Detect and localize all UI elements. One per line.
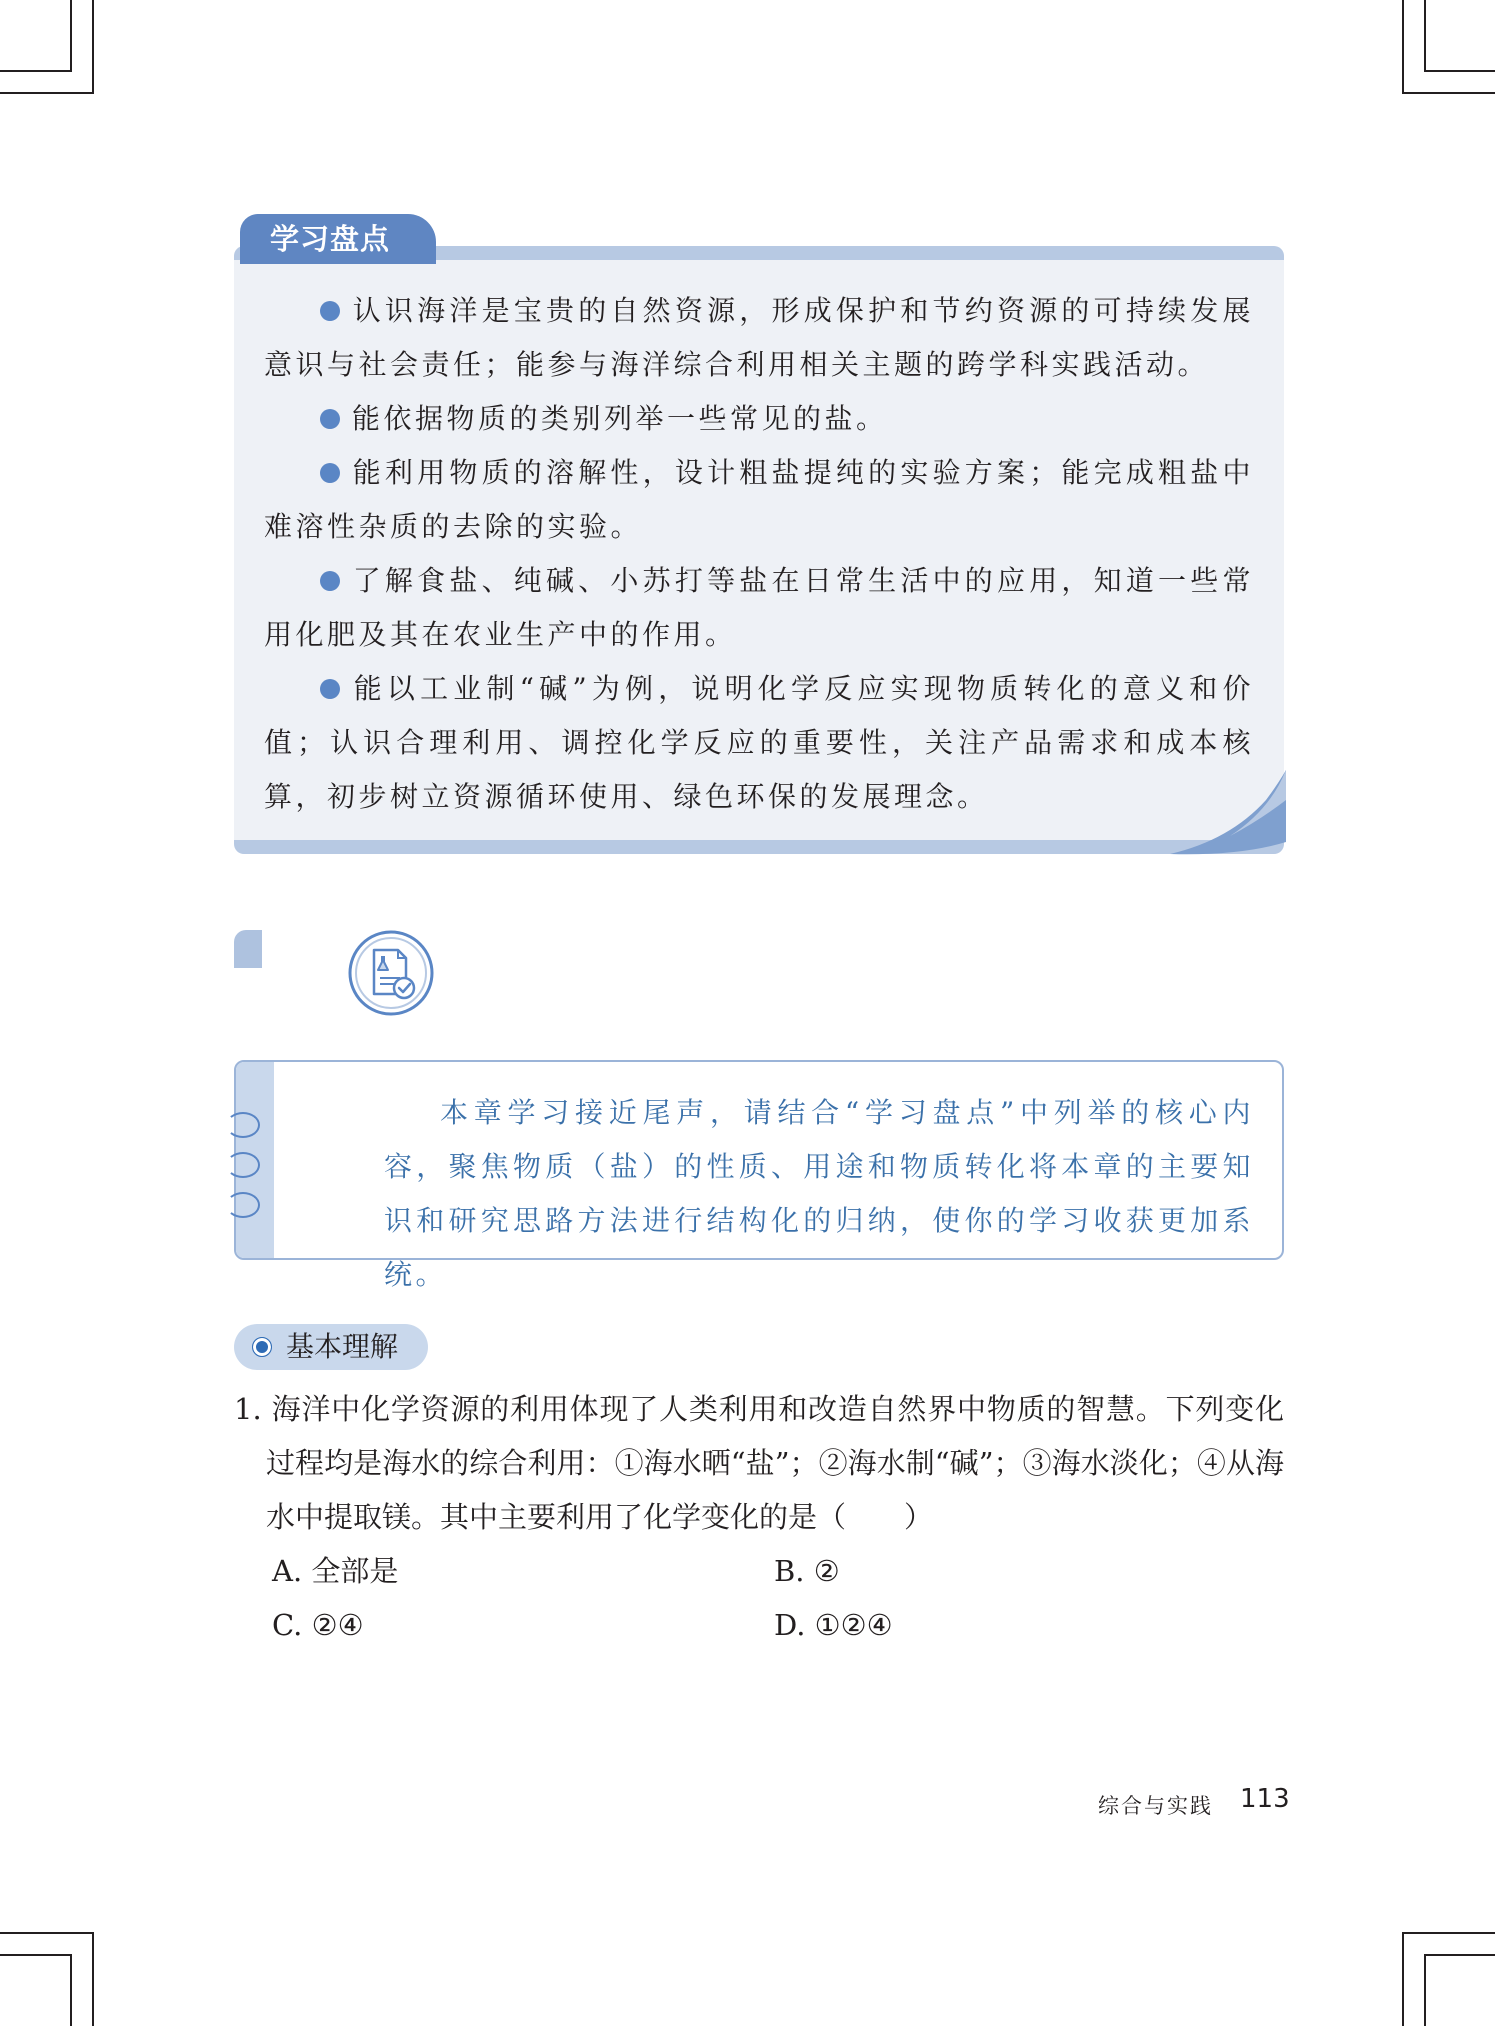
page-number: 113 [1240,1784,1290,1814]
bullet-icon [320,571,340,591]
option-c: C. ②④ [272,1608,364,1642]
bullet-icon [320,301,340,321]
review-item: 认识海洋是宝贵的自然资源，形成保护和节约资源的可持续发展意识与社会责任；能参与海洋综合利用相关主题的跨学科实践活动。 [264,294,1254,381]
binding-ring-icon [226,1152,260,1178]
question-text: 1. 海洋中化学资源的利用体现了人类利用和改造自然界中物质的智慧。下列变化过程均是海水的综合利用：①海水晒“盐”；②海水制“碱”；③海水淡化；④从海水中提取镁。其中主要利用了化学变化的是（ ） [234,1392,1284,1534]
section-marker [234,930,262,968]
review-item: 能以工业制“碱”为例，说明化学反应实现物质转化的意义和价值；认识合理利用、调控化学反应的重要性，关注产品需求和成本核算，初步树立资源循环使用、绿色环保的发展理念。 [264,672,1254,813]
binding-ring-icon [226,1112,260,1138]
review-title: 学习盘点 [240,214,436,264]
prompt-text: 本章学习接近尾声，请结合“学习盘点”中列举的核心内容，聚焦物质（盐）的性质、用途和物质转化将本章的主要知识和研究思路方法进行结构化的归纳，使你的学习收获更加系统。 [384,1096,1254,1291]
option-b: B. ② [774,1554,840,1588]
experiment-report-icon [346,928,436,1018]
question [234,1382,1284,1544]
review-item: 能依据物质的类别列举一些常见的盐。 [264,392,1254,446]
option-a: A. 全部是 [272,1554,399,1588]
binding-ring-icon [226,1192,260,1218]
option-d: D. ①②④ [774,1608,893,1642]
section-label: 基本理解 [234,1324,428,1370]
bullet-icon [252,1337,272,1357]
review-item: 能利用物质的溶解性，设计粗盐提纯的实验方案；能完成粗盐中难溶性杂质的去除的实验。 [264,456,1254,543]
bullet-icon [320,679,340,699]
footer-chapter-label: 综合与实践 [1098,1794,1213,1818]
bullet-icon [320,463,340,483]
review-list [264,284,1254,824]
review-item: 了解食盐、纯碱、小苏打等盐在日常生活中的应用，知道一些常用化肥及其在农业生产中的作用。 [264,564,1254,651]
bullet-icon [320,409,340,429]
